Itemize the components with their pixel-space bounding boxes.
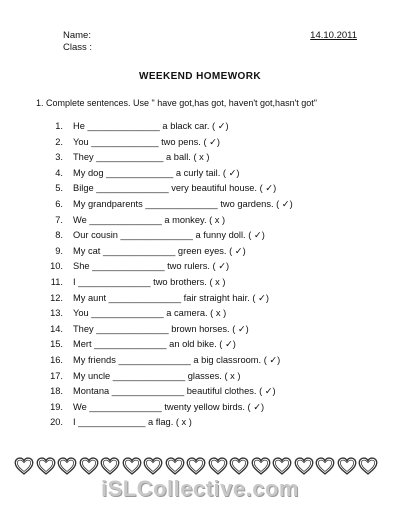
sentence-text: My friends ______________ a big classroom. ( ✓) — [73, 354, 281, 365]
sentence-item — [0, 259, 400, 275]
sentence-text: He ______________ a black car. ( ✓) — [73, 121, 229, 131]
heart-outline-icon — [251, 456, 271, 476]
sentence-text: Montana ______________ beautiful clothes. ( ✓) — [73, 386, 276, 397]
heart-outline-icon — [315, 456, 335, 476]
heart-outline-icon — [294, 456, 314, 476]
watermark-text: iSLCollective.com — [100, 476, 299, 501]
sentence-text: My dog _____________ a curly tail. ( ✓) — [73, 167, 240, 178]
sentence-item — [0, 337, 400, 353]
sentence-item — [0, 244, 400, 260]
sentence-text: They _____________ a ball. ( x ) — [73, 152, 210, 163]
sentence-number: 18. — [50, 386, 63, 397]
sentence-item — [0, 119, 400, 135]
sentence-text: We ______________ a monkey. ( x ) — [73, 214, 226, 225]
sentence-number: 5. — [55, 183, 63, 194]
sentence-number: 6. — [55, 198, 63, 209]
sentence-text: You ______________ a camera. ( x ) — [73, 308, 227, 319]
sentence-number: 19. — [50, 401, 63, 412]
sentence-number: 11. — [50, 276, 63, 287]
heart-outline-icon — [57, 456, 77, 476]
sentence-number: 7. — [55, 214, 63, 225]
sentence-item — [0, 135, 400, 151]
sentence-item — [0, 322, 400, 338]
heart-outline-icon — [143, 456, 163, 476]
sentence-item — [0, 166, 400, 182]
heart-outline-icon — [337, 456, 357, 476]
sentence-text: My grandparents ______________ two gardens. ( ✓) — [73, 198, 293, 209]
sentence-number: 15. — [50, 339, 63, 350]
heart-outline-icon — [186, 456, 206, 476]
sentence-text: My aunt ______________ fair straight hair. ( ✓) — [73, 292, 269, 303]
sentence-text: My uncle ______________ glasses. ( x ) — [73, 370, 241, 381]
sentence-text: We ______________ twenty yellow birds. ( ✓) — [73, 401, 265, 412]
class-label: Class : — [63, 42, 93, 53]
sentence-item — [0, 415, 400, 431]
sentence-item — [0, 384, 400, 400]
sentence-item — [0, 150, 400, 166]
sentence-number: 20. — [50, 417, 63, 428]
sentence-number: 13. — [50, 308, 63, 319]
heart-outline-icon — [100, 456, 120, 476]
sentence-text: Mert ______________ an old bike. ( ✓) — [73, 339, 236, 350]
sentence-item — [0, 228, 400, 244]
sentence-text: My cat ______________ green eyes. ( ✓) — [73, 245, 246, 256]
sentence-list — [0, 119, 400, 431]
sentence-item — [0, 369, 400, 385]
heart-outline-icon — [272, 456, 292, 476]
name-label: Name: — [63, 30, 91, 41]
sentence-number: 2. — [55, 136, 63, 147]
heart-outline-icon — [14, 456, 34, 476]
worksheet-title: WEEKEND HOMEWORK — [139, 71, 261, 82]
sentence-item — [0, 400, 400, 416]
sentence-number: 3. — [55, 152, 63, 163]
heart-outline-icon — [208, 456, 228, 476]
exercise-instruction: 1. Complete sentences. Use " have got,has got, haven't got,hasn't got" — [36, 98, 317, 108]
sentence-text: Our cousin ______________ a funny doll. ( ✓) — [73, 230, 265, 241]
heart-outline-icon — [229, 456, 249, 476]
date-text: 14.10.2011 — [310, 30, 357, 41]
sentence-text: You _____________ two pens. ( ✓) — [73, 136, 221, 147]
sentence-number: 10. — [50, 261, 63, 272]
sentence-item — [0, 197, 400, 213]
sentence-item — [0, 213, 400, 229]
sentence-number: 12. — [50, 292, 63, 303]
heart-outline-icon — [79, 456, 99, 476]
sentence-text: I _____________ a flag. ( x ) — [73, 417, 192, 428]
sentence-item — [0, 275, 400, 291]
sentence-text: They ______________ brown horses. ( ✓) — [73, 323, 249, 334]
sentence-text: She ______________ two rulers. ( ✓) — [73, 261, 230, 272]
sentence-text: I ______________ two brothers. ( x ) — [73, 276, 226, 287]
heart-outline-icon — [358, 456, 378, 476]
sentence-item — [0, 181, 400, 197]
sentence-text: Bilge ______________ very beautiful house. ( ✓) — [73, 183, 277, 194]
heart-outline-icon — [36, 456, 56, 476]
sentence-item — [0, 353, 400, 369]
sentence-number: 14. — [50, 323, 63, 334]
sentence-item — [0, 306, 400, 322]
sentence-number: 1. — [55, 121, 63, 131]
heart-outline-icon — [165, 456, 185, 476]
sentence-number: 8. — [55, 230, 63, 241]
sentence-number: 17. — [50, 370, 63, 381]
sentence-number: 4. — [55, 167, 63, 178]
sentence-item — [0, 291, 400, 307]
sentence-number: 9. — [55, 245, 63, 256]
sentence-number: 16. — [50, 354, 63, 365]
heart-outline-icon — [122, 456, 142, 476]
